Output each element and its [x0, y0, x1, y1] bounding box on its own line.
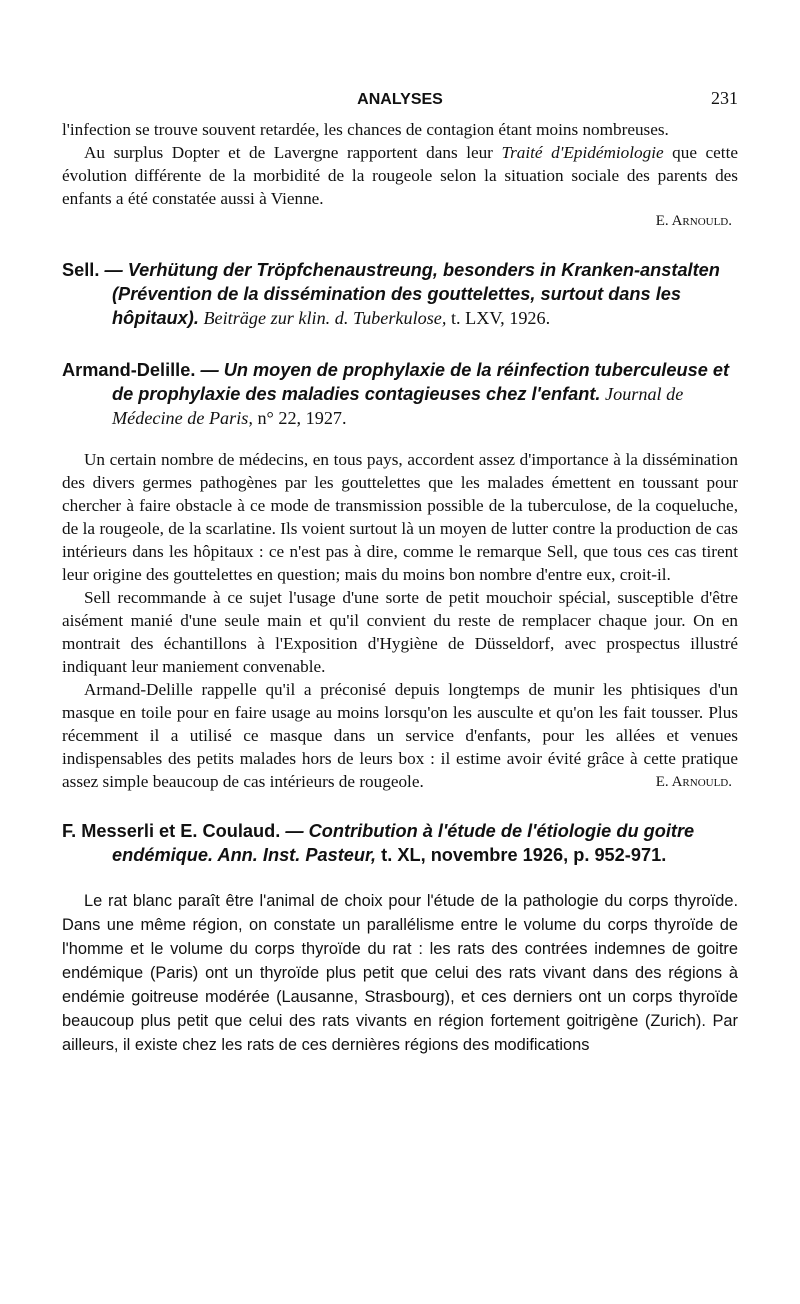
signature: E. Arnould.	[655, 213, 732, 229]
bibliographic-reference	[62, 819, 738, 867]
reference-volume: t. LXV, 1926.	[446, 308, 551, 328]
review-entry	[62, 358, 738, 793]
reference-volume: n° 22, 1927.	[252, 408, 347, 428]
review-entry	[62, 819, 738, 1057]
page-header	[62, 86, 738, 112]
paragraph: Armand-Delille rappelle qu'il a préconisé depuis longtemps de munir les phtisiques d'un masque en toile pour en faire usage au moins lorsqu'on les ausculte et qu'on les fait tousser. Plus récemment il a utilisé ce masque dans un service d'enfants, pour les allées et venues indispensables des petits malades hors de leurs box : il estime avoir évité grâce à cette pratique assez simple beaucoup de cas intérieurs de rougeole.	[62, 680, 738, 791]
paragraph: l'infection se trouve souvent retardée, les chances de contagion étant moins nombreuses.	[62, 120, 669, 139]
paragraph-text: Au surplus Dopter et de Lavergne rapportent dans leur	[84, 143, 502, 162]
review-continuation	[62, 118, 738, 232]
reference-journal: Ann. Inst. Pasteur,	[213, 845, 377, 865]
review-entry	[62, 258, 738, 330]
paragraph: Sell recommande à ce sujet l'usage d'une sorte de petit mouchoir spécial, susceptible d'être aisément manié d'une seule main et qu'il convient du reste de remplacer chaque jour. On en montrait des échantillons à l'Exposition d'Hygiène de Düsseldorf, avec prospectus illustré indiquant leur maniement convenable.	[62, 588, 738, 676]
reference-author: Sell.	[62, 260, 100, 280]
reference-journal: Journal de Médecine de Paris,	[112, 384, 684, 428]
reference-journal: Beiträge zur klin. d. Tuberkulose,	[198, 308, 447, 328]
reference-title: — Un moyen de prophylaxie de la réinfection tuberculeuse et de prophylaxie des maladies contagieuses chez l'enfant.	[112, 360, 730, 404]
review-body	[62, 448, 738, 793]
reference-title: — Contribution à l'étude de l'étiologie du goitre endémique.	[112, 821, 695, 865]
reference-volume: t. XL, novembre 1926, p. 952-971.	[376, 845, 667, 865]
running-title: ANALYSES	[357, 91, 443, 108]
bibliographic-reference	[62, 258, 738, 330]
reference-title: — Verhütung der Tröpfchenaustreung, besonders in Kranken-anstalten (Prévention de la dissémination des gouttelettes, surtout dans les hôpitaux).	[99, 260, 720, 328]
paragraph: Un certain nombre de médecins, en tous pays, accordent assez d'importance à la dissémination des divers germes pathogènes par les gouttelettes que les malades émettent en toussant pour chercher à faire obstacle à ce mode de transmission possible de la tuberculose, de la coqueluche, de la rougeole, de la scarlatine. Ils voient surtout là un moyen de lutter contre la production de cas intérieurs dans les hôpitaux : ce n'est pas à dire, comme le remarque Sell, que tous ces cas tirent leur origine des gouttelettes en question; mais du moins bon nombre d'entre eux, croit-il.	[62, 450, 738, 584]
reference-author: F. Messerli et E. Coulaud.	[62, 821, 281, 841]
reference-author: Armand-Delille.	[62, 360, 196, 380]
cited-work: Traité d'Epidémiologie	[501, 143, 664, 162]
review-body	[62, 889, 738, 1057]
signature: E. Arnould.	[655, 774, 732, 790]
document-page	[62, 86, 738, 1057]
paragraph-text: que cette évolution différente de la morbidité de la rougeole selon la situation sociale des parents des enfants a été constatée aussi à Vienne.	[62, 143, 738, 208]
page-number: 231	[711, 88, 738, 108]
paragraph: Le rat blanc paraît être l'animal de choix pour l'étude de la pathologie du corps thyroïde. Dans une même région, on constate un parallélisme entre le volume du corps thyroïde de l'homme et le volume du corps thyroïde du rat : les rats des contrées indemnes de goitre endémique (Paris) ont un thyroïde plus petit que celui des rats vivant dans des régions à endémie goitreuse modérée (Lausanne, Strasbourg), et ces derniers ont un corps thyroïde beaucoup plus petit que celui des rats vivants en région fortement goitrigène (Zurich). Par ailleurs, il existe chez les rats de ces dernières régions des modifications	[62, 892, 738, 1054]
bibliographic-reference	[62, 358, 738, 430]
paragraph	[62, 141, 738, 210]
